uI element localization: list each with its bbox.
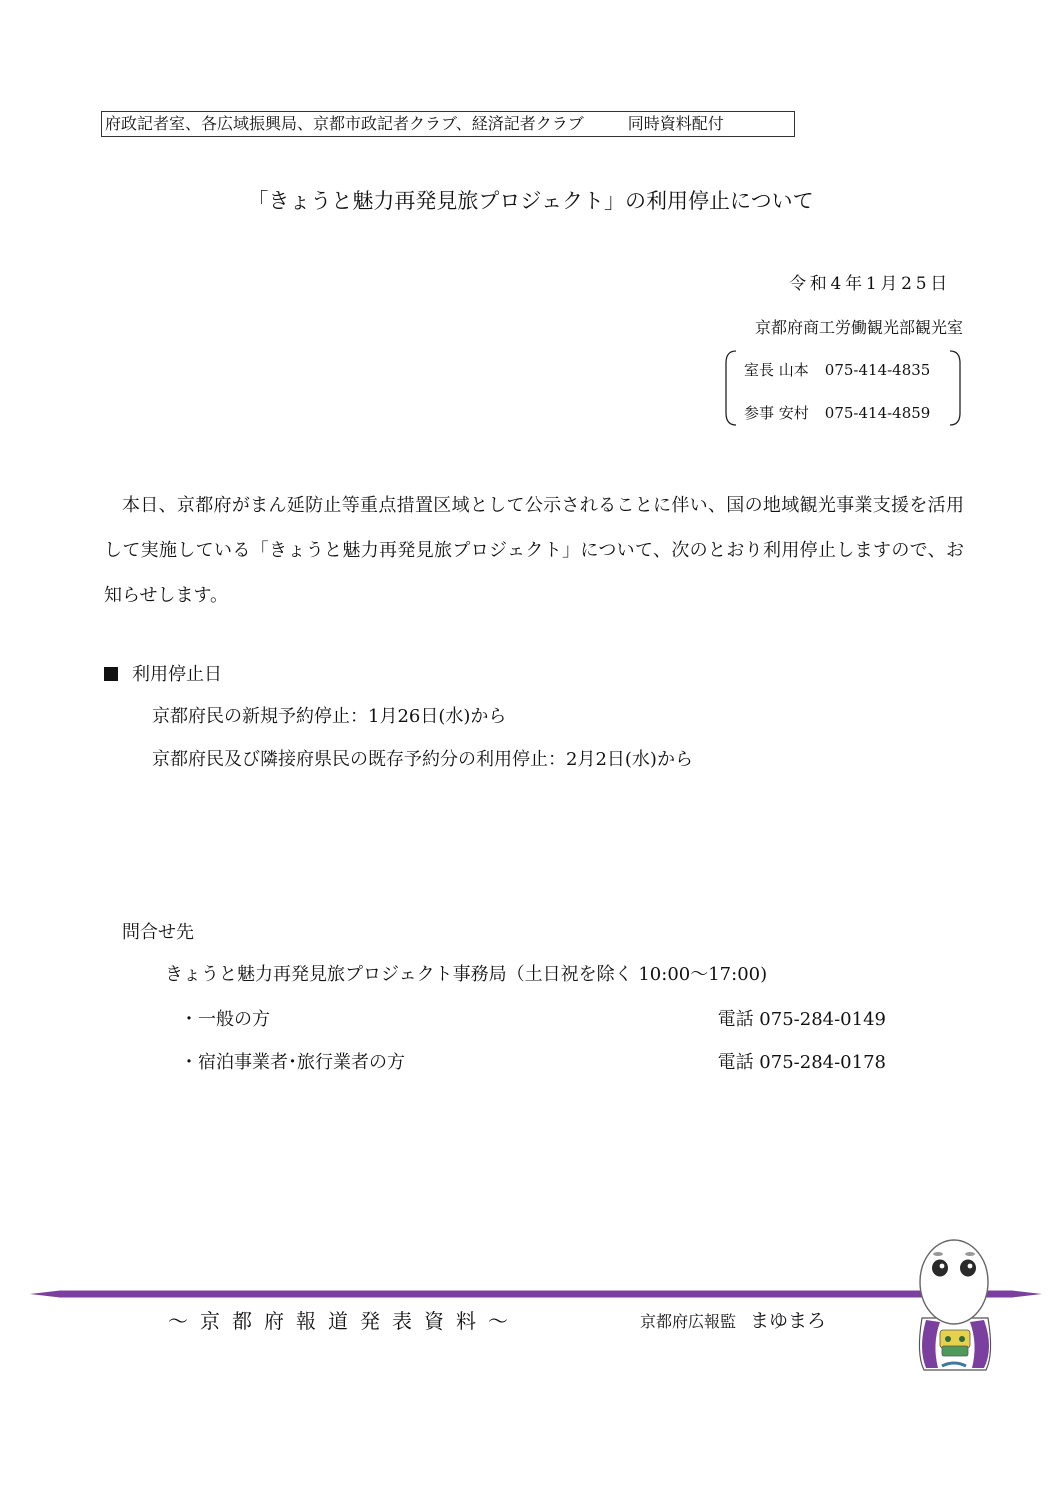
issuer-department: 京都府商工労働観光部観光室 <box>754 318 963 337</box>
distribution-box <box>101 111 795 137</box>
mayumaro-mascot-icon <box>904 1236 1004 1376</box>
inquiry-row <box>180 1007 886 1033</box>
contact-row <box>744 359 930 381</box>
distribution-list: 府政記者室、各広域振興局、京都市政記者クラブ、経済記者クラブ <box>105 114 584 133</box>
inquiry-office: きょうと魅力再発見旅プロジェクト事務局（土日祝を除く 10:00～17:00) <box>165 964 768 985</box>
distribution-note: 同時資料配付 <box>627 114 724 133</box>
inquiry-row <box>180 1050 886 1076</box>
issue-date: 令和4年1月25日 <box>789 274 951 294</box>
stop-heading-text: 利用停止日 <box>132 664 222 685</box>
inquiry-phone: 電話 075-284-0178 <box>717 1052 886 1073</box>
inquiry-label: ・一般の方 <box>180 1009 270 1030</box>
contact-row <box>744 402 930 424</box>
footer-pr <box>640 1308 826 1335</box>
footer-press-text: ～京都府報道発表資料～ <box>168 1309 520 1333</box>
contact-person: 室長 山本 <box>744 361 809 379</box>
intro-paragraph: 本日、京都府がまん延防止等重点措置区域として公示されることに伴い、国の地域観光事業支援を活用して実施している「きょうと魅力再発見旅プロジェクト」について、次のとおり利用停止しますので、お知らせします。 <box>104 495 964 606</box>
contact-bracket-box <box>722 349 964 429</box>
stop-section-heading <box>104 662 222 688</box>
footer-divider <box>30 1286 1042 1302</box>
page-title: 「きょうと魅力再発見旅プロジェクト」の利用停止について <box>247 189 814 213</box>
mascot-name: まゆまろ <box>750 1310 827 1332</box>
contact-phone: 075-414-4835 <box>824 361 931 379</box>
contact-phone: 075-414-4859 <box>824 404 931 422</box>
inquiry-label: ・宿泊事業者･旅行業者の方 <box>180 1052 405 1073</box>
stop-item: 京都府民及び隣接府県民の既存予約分の利用停止：2月2日(水)から <box>152 749 693 770</box>
footer-pr-label: 京都府広報監 <box>640 1312 737 1331</box>
inquiry-heading: 問合せ先 <box>122 922 194 943</box>
inquiry-phone: 電話 075-284-0149 <box>717 1009 886 1030</box>
contact-person: 参事 安村 <box>744 404 809 422</box>
stop-item: 京都府民の新規予約停止：1月26日(水)から <box>152 706 507 727</box>
square-bullet-icon <box>104 667 118 681</box>
